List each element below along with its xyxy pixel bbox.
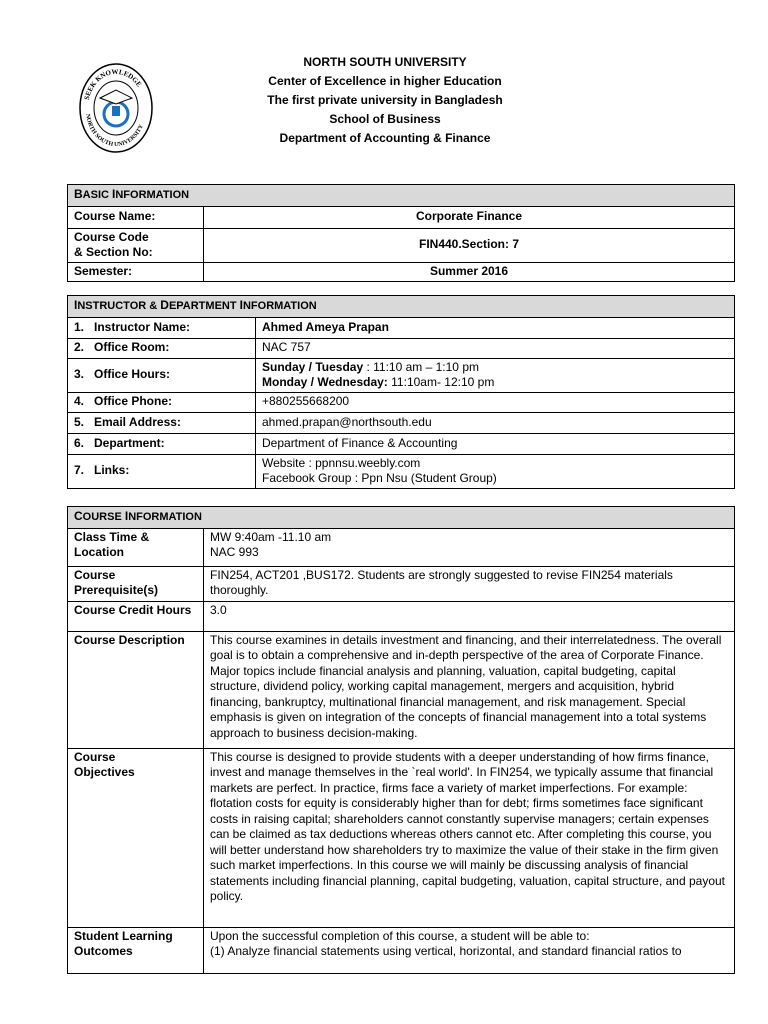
university-logo: [78, 62, 154, 154]
department-value: Department of Finance & Accounting: [256, 433, 735, 454]
office-room-label: 2. Office Room:: [68, 338, 256, 358]
learning-outcomes-label: Student Learning Outcomes: [68, 927, 204, 973]
class-time-value: MW 9:40am -11.10 am NAC 993: [204, 528, 735, 566]
school-name: School of Business: [329, 112, 441, 126]
university-name: NORTH SOUTH UNIVERSITY: [303, 55, 467, 69]
semester-value: Summer 2016: [204, 262, 735, 281]
department-label: 6. Department:: [68, 433, 256, 454]
course-objectives-value: This course is designed to provide students with a deeper understanding of how firms finance, invest and manage themselves in the `real world'. In FIN254, we typically assume that financial markets are perfect. In practice, firms face a variety of market imperfections. For example: flotation costs for equity is considerably higher than for debt; firms sometimes face significant costs in raising capital; shareholders cannot constantly supervise managers; certain expenses can be claimed as tax deductions whereas others cannot etc. After completing this course, you will better understand how shareholders try to maximize the value of their stake in the firm given such market imperfections. In this course we will mainly be discussing analysis of financial statements including financial planning, capital budgeting, valuation, capital structure, and payout policy.: [204, 748, 735, 927]
course-name-value: Corporate Finance: [204, 206, 735, 228]
links-value: [256, 454, 735, 488]
course-code-label: Course Code & Section No:: [68, 228, 204, 262]
instructor-name-label: 1. Instructor Name:: [68, 317, 256, 338]
facebook-group-link[interactable]: Facebook Group : Ppn Nsu (Student Group): [262, 471, 497, 485]
svg-text:SEEK KNOWLEDGE: SEEK KNOWLEDGE: [82, 67, 144, 101]
semester-label: Semester:: [68, 262, 204, 281]
credit-hours-label: Course Credit Hours: [68, 601, 204, 631]
office-phone-label: 4. Office Phone:: [68, 392, 256, 412]
course-objectives-label: Course Objectives: [68, 748, 204, 927]
course-description-value: This course examines in details investment and financing, and their interrelatedness. The overall goal is to obtain a comprehensive and in-depth perspective of the area of Corporate Finance. Major topics include financial analysis and planning, valuation, capital budgeting, capital structure, dividend policy, working capital management, mergers and acquisition, hybrid financing, bankruptcy, multinational financial management, and risk management. Special emphasis is given on integration of the concepts of financial management into a total systems approach to business decision-making.: [204, 631, 735, 748]
office-room-value: NAC 757: [256, 338, 735, 358]
prerequisites-value: FIN254, ACT201 ,BUS172. Students are strongly suggested to revise FIN254 materials thoroughly.: [204, 566, 735, 601]
email-label: 5. Email Address:: [68, 412, 256, 433]
svg-text:NORTH SOUTH UNIVERSITY: NORTH SOUTH UNIVERSITY: [84, 113, 145, 149]
learning-outcomes-value: Upon the successful completion of this course, a student will be able to: (1) Analyze financial statements using vertical, horizontal, and standard financial ratios to: [204, 927, 735, 973]
course-name-label: Course Name:: [68, 206, 204, 228]
credit-hours-value: 3.0: [204, 601, 735, 631]
section-heading-basic: BASIC INFORMATION: [68, 185, 735, 207]
header-tagline-2: The first private university in Bangladesh: [267, 93, 503, 107]
links-label: 7. Links:: [68, 454, 256, 488]
basic-information-table: [67, 184, 735, 282]
instructor-name-value: Ahmed Ameya Prapan: [256, 317, 735, 338]
class-time-label: Class Time & Location: [68, 528, 204, 566]
office-hours-label: 3. Office Hours:: [68, 358, 256, 392]
office-hours-value: Sunday / Tuesday : 11:10 am – 1:10 pm Monday / Wednesday: 11:10am- 12:10 pm: [256, 358, 735, 392]
instructor-information-table: [67, 295, 735, 489]
header-tagline-1: Center of Excellence in higher Education: [268, 74, 502, 88]
course-information-table: [67, 506, 735, 974]
website-link[interactable]: Website : ppnnsu.weebly.com: [262, 455, 421, 470]
email-value[interactable]: ahmed.prapan@northsouth.edu: [256, 412, 735, 433]
prerequisites-label: Course Prerequisite(s): [68, 566, 204, 601]
course-code-value: FIN440.Section: 7: [204, 228, 735, 262]
department-name: Department of Accounting & Finance: [279, 131, 491, 145]
section-heading-course: COURSE INFORMATION: [68, 507, 735, 529]
course-description-label: Course Description: [68, 631, 204, 748]
office-phone-value: +880255668200: [256, 392, 735, 412]
section-heading-instructor: INSTRUCTOR & DEPARTMENT INFORMATION: [68, 296, 735, 318]
document-header: [230, 53, 540, 148]
